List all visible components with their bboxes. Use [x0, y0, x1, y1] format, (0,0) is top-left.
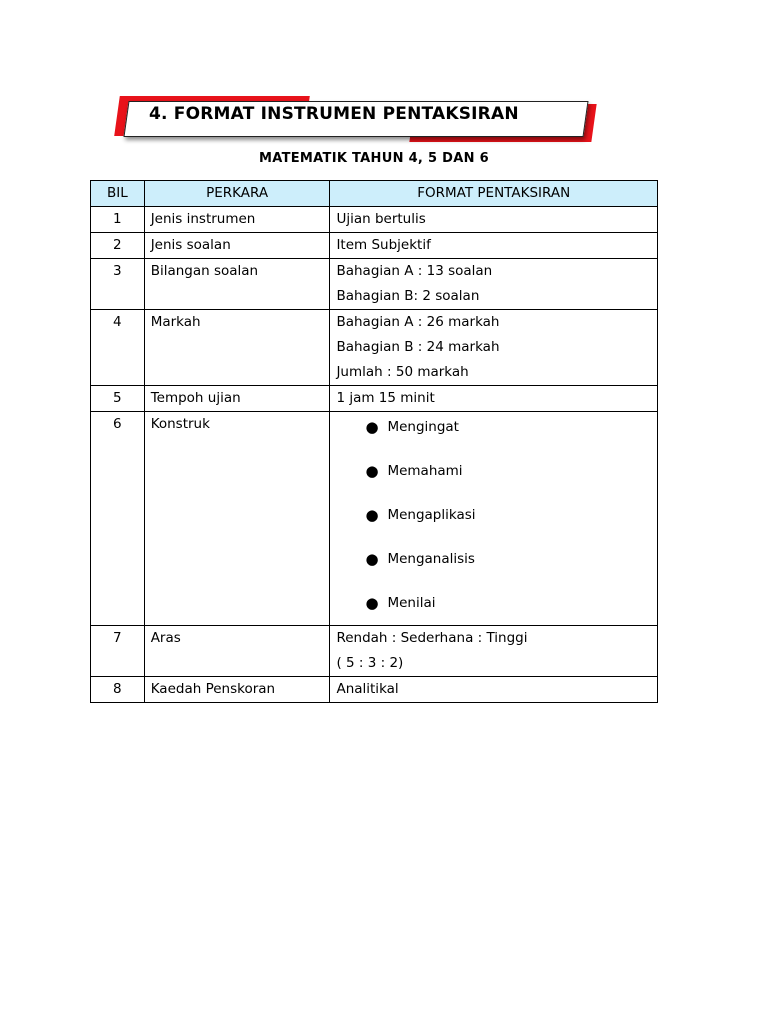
- cell-perkara: Bilangan soalan: [144, 259, 330, 310]
- cell-format: [330, 677, 658, 703]
- cell-perkara: Jenis instrumen: [144, 207, 330, 233]
- bullet-icon: ●: [365, 506, 379, 524]
- list-item: [365, 459, 651, 503]
- cell-bil: 3: [91, 259, 145, 310]
- list-item: [365, 591, 651, 615]
- table-row: [91, 386, 658, 412]
- format-line: Bahagian A : 13 soalan: [336, 263, 493, 279]
- format-line: Ujian bertulis: [336, 211, 426, 227]
- subject-subtitle: MATEMATIK TAHUN 4, 5 DAN 6: [259, 151, 489, 166]
- table-row: [91, 233, 658, 259]
- bullet-icon: ●: [365, 594, 379, 612]
- format-line: 1 jam 15 minit: [336, 390, 435, 406]
- cell-perkara: Tempoh ujian: [144, 386, 330, 412]
- cell-perkara: Konstruk: [144, 412, 330, 626]
- cell-format: [330, 259, 658, 310]
- section-heading: 4. FORMAT INSTRUMEN PENTAKSIRAN: [149, 104, 519, 124]
- cell-bil: 2: [91, 233, 145, 259]
- format-line: Bahagian B : 24 markah: [336, 339, 500, 355]
- header-format: FORMAT PENTAKSIRAN: [330, 181, 658, 207]
- list-item-label: Menganalisis: [387, 551, 475, 567]
- cell-format: [330, 412, 658, 626]
- format-line: Item Subjektif: [336, 237, 431, 253]
- list-item-label: Mengingat: [387, 419, 459, 435]
- table-header-row: [91, 181, 658, 207]
- bullet-icon: ●: [365, 418, 379, 436]
- list-item-label: Menilai: [387, 595, 436, 611]
- assessment-format-table: [90, 180, 658, 703]
- cell-perkara: Markah: [144, 310, 330, 386]
- table-row: [91, 207, 658, 233]
- bullet-icon: ●: [365, 462, 379, 480]
- table-row: [91, 412, 658, 626]
- format-line: Bahagian B: 2 soalan: [336, 288, 480, 304]
- cell-format: [330, 233, 658, 259]
- table-row: [91, 310, 658, 386]
- format-line: ( 5 : 3 : 2): [336, 655, 404, 671]
- cell-bil: 8: [91, 677, 145, 703]
- cell-format: [330, 207, 658, 233]
- table-row: [91, 677, 658, 703]
- list-item: [365, 547, 651, 591]
- format-line: Rendah : Sederhana : Tinggi: [336, 630, 528, 646]
- bullet-icon: ●: [365, 550, 379, 568]
- konstruk-list: [336, 412, 651, 625]
- format-line: Jumlah : 50 markah: [336, 364, 469, 380]
- table-row: [91, 626, 658, 677]
- cell-bil: 6: [91, 412, 145, 626]
- format-line: Analitikal: [336, 681, 399, 697]
- cell-bil: 5: [91, 386, 145, 412]
- cell-format: [330, 386, 658, 412]
- cell-perkara: Kaedah Penskoran: [144, 677, 330, 703]
- list-item: [365, 415, 651, 459]
- cell-bil: 1: [91, 207, 145, 233]
- cell-format: [330, 310, 658, 386]
- format-line: Bahagian A : 26 markah: [336, 314, 500, 330]
- cell-bil: 7: [91, 626, 145, 677]
- cell-format: [330, 626, 658, 677]
- table-row: [91, 259, 658, 310]
- list-item: [365, 503, 651, 547]
- cell-perkara: Aras: [144, 626, 330, 677]
- header-perkara: PERKARA: [144, 181, 330, 207]
- list-item-label: Memahami: [387, 463, 463, 479]
- cell-perkara: Jenis soalan: [144, 233, 330, 259]
- cell-bil: 4: [91, 310, 145, 386]
- section-banner: [112, 94, 602, 144]
- list-item-label: Mengaplikasi: [387, 507, 476, 523]
- header-bil: BIL: [91, 181, 145, 207]
